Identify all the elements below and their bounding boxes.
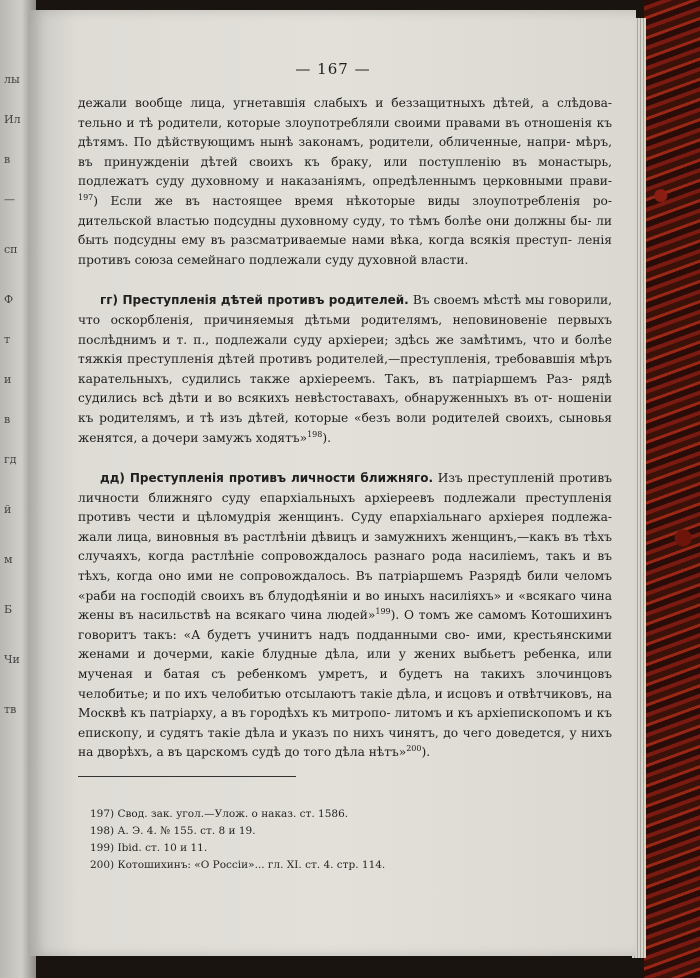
text-line: послѣднимъ и т. п., подлежали суду архіереи; здѣсь же замѣтимъ, что и болѣе (78, 332, 612, 347)
text-line: мѣръ карательныхъ, судились также архіереемъ. Такъ, въ патріаршемъ Раз- (78, 352, 612, 386)
footnotes (90, 806, 610, 874)
facing-page-fragment: в (4, 153, 11, 166)
text-line: такихъ злочинцовъ челобитье; и по ихъ челобитью отсылаютъ такіе дѣла, и (78, 667, 612, 701)
text-line: мѣръ, въ принужденіи дѣтей своихъ къ браку, или поступленію въ монастырь, (78, 135, 612, 169)
footnote-ref: 200 (406, 744, 422, 754)
book-cover-marbled (644, 0, 700, 978)
facing-page-fragment: Чи (4, 653, 20, 666)
facing-page-fragment: Б (4, 603, 13, 616)
text-line: Изъ преступленій противъ (433, 471, 612, 486)
facing-page-fragment: т (4, 333, 11, 346)
text-line: дительской властью подсудны духовному суду, то тѣмъ болѣе они должны бы- (78, 213, 592, 228)
footnote-divider (78, 776, 296, 777)
text-line: «всякаго чина жены въ насильствѣ на всякаго чина людей» (78, 588, 613, 623)
facing-page-fragment: й (4, 503, 12, 516)
facing-page-fragment: м (4, 553, 13, 566)
page-body (78, 94, 612, 763)
text-line: подлежатъ суду духовному и наказаніямъ, опредѣленнымъ церковными прави- (78, 174, 612, 189)
facing-page-fragment: гд (4, 453, 17, 466)
section-children-against-parents (78, 291, 612, 448)
text-line: исцовъ и отвѣтчиковъ, на Москвѣ къ патріарху, а въ городѣхъ къ митропо- (78, 686, 613, 721)
text-line: личности ближняго суду епархіальныхъ архіереевъ подлежали преступленія (78, 490, 612, 505)
facing-page-fragment: сп (4, 243, 18, 256)
paragraph-intro (78, 94, 612, 270)
section-heading: гг) Преступленія дѣтей противъ родителей. (100, 293, 409, 308)
text-line: дежали вообще лица, угнетавшія слабыхъ и беззащитныхъ дѣтей, а слѣдова- (78, 96, 612, 110)
text-line: ). (421, 745, 431, 760)
text-line: тяжкія преступленія дѣтей противъ родителей,—преступленія, требовавшія (78, 352, 576, 367)
section-crimes-against-person (78, 469, 612, 763)
facing-page-fragment: и (4, 373, 12, 386)
facing-page-fragment: тв (4, 703, 17, 716)
facing-page-fragment: Ил (4, 113, 21, 126)
footnote-ref: 199 (375, 607, 391, 617)
text-line: ими, крестьянскими женами и дочерми, какіе блудные дѣла, или у жениx (78, 627, 613, 662)
text-line: сыновья женятся, а дочери замужъ ходятъ» (78, 410, 612, 445)
text-line: ) Если же въ настоящее время нѣкоторые виды злоупотребленія ро- (93, 193, 612, 208)
text-line: ли быть подсудны ему въ разсматриваемые нами вѣка, когда всякія преступ- (78, 213, 612, 248)
text-line: жали лица, виновныя въ растлѣніи дѣвицъ и замужнихъ женщинъ,—какъ въ (78, 529, 579, 544)
footnote-ref: 198 (307, 429, 323, 439)
text-line: тельно и тѣ родители, которые злоупотребляли своими правами въ отношенія (78, 115, 593, 130)
text-line: литомъ и къ архіепископомъ и къ епископу, и судятъ такіе дѣла и указъ по (78, 706, 613, 740)
text-line: къ дѣтямъ. По дѣйствующимъ нынѣ законамъ, родители, обличенные, напри- (78, 115, 612, 150)
section-heading: дд) Преступленія противъ личности ближняго. (100, 471, 434, 486)
footnote: 200) Котошихинъ: «О Россіи»... гл. XI. ст. 4. стр. 114. (90, 859, 386, 871)
text-line: противъ чести и цѣломудрія женщинъ. Суду епархіальнаго архіерея подлежа- (78, 510, 612, 525)
footnote: 197) Свод. зак. угол.—Улож. о наказ. ст. 1586. (90, 808, 349, 820)
facing-page-fragment: — (4, 193, 15, 206)
text-line: челомъ «раби на господій своихъ въ блудодѣяніи и во иныхъ насиліяхъ» и (78, 569, 613, 603)
text-line: тѣхъ случаяхъ, когда растлѣніе сопровождалось разнаго рода насиліемъ, такъ (78, 529, 612, 564)
text-line: рядѣ судились всѣ дѣти и во всякихъ невѣстоставахъ, обнаруженныхъ въ от- (78, 371, 612, 406)
footnote: 199) Ibid. ст. 10 и 11. (90, 842, 208, 854)
page-number: — 167 — (295, 60, 371, 78)
text-line: ленія противъ союза семейнаго подлежали суду духовной власти. (78, 233, 612, 267)
text-line: ношеніи къ родителямъ, и тѣ изъ дѣтей, которые «безъ воли родителей своихъ, (78, 391, 612, 425)
facing-page-fragment: Ф (4, 293, 14, 306)
text-line: Въ своемъ мѣстѣ мы говорили, (408, 293, 612, 308)
footnote-ref: 197 (78, 192, 94, 202)
text-line: и въ тѣхъ, когда оно ими не сопровождалось. Въ патріаршемъ Разрядѣ били (78, 549, 612, 584)
text-line: ). О томъ же (390, 608, 474, 623)
book-page (30, 10, 636, 956)
facing-page-fragment: лы (4, 73, 20, 86)
text-line: того дѣла нѣтъ» (303, 745, 407, 760)
text-line: нихъ чинятъ, до чего доведется, у нихъ на дворѣхъ, а въ царскомъ судѣ до (78, 725, 613, 760)
text-line: ). (322, 430, 331, 445)
text-line: самомъ Котошихинъ говоритъ такъ: «А будетъ учинитъ надъ подданными сво- (78, 608, 612, 642)
text-line: выбьетъ ребенка, или мученая и батая съ ребенкомъ умретъ, и будетъ на (78, 647, 612, 682)
footnote: 198) А. Э. 4. № 155. ст. 8 и 19. (90, 825, 256, 837)
text-line: что оскорбленія, причиняемыя дѣтьми родителямъ, неповиновеніе первыхъ (78, 312, 612, 327)
facing-page-fragment: в (4, 413, 11, 426)
